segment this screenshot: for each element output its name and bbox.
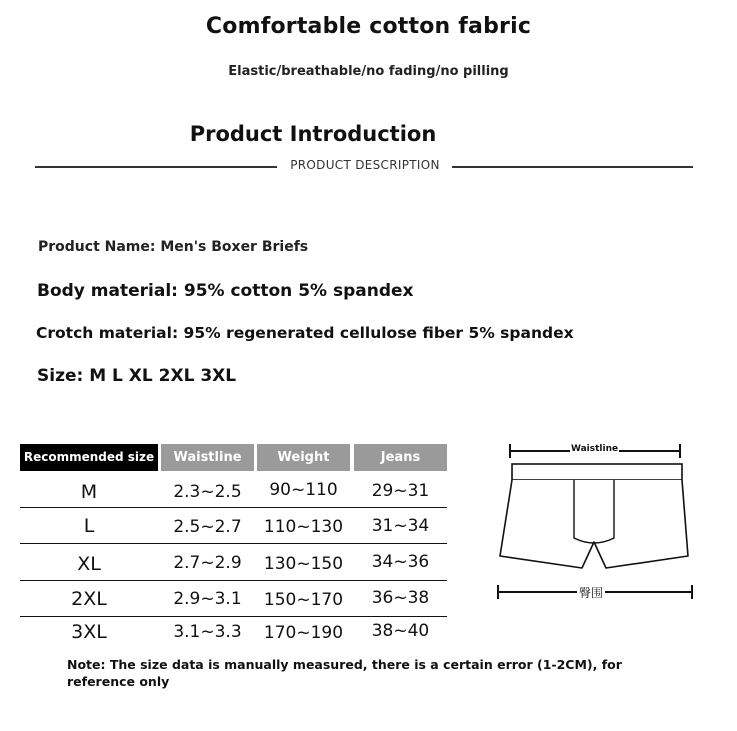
table-cell-jeans: 36~38 [371,588,430,608]
table-cell-waistline: 3.1~3.3 [173,622,242,642]
page-subtitle: Elastic/breathable/no fading/no pilling [228,64,509,79]
header-weight: Weight [257,444,350,471]
size-note: Note: The size data is manually measured, there is a certain error (1-2CM), for reference only [67,657,622,689]
section-subtitle: PRODUCT DESCRIPTION [290,158,440,172]
table-cell-weight: 130~150 [263,554,344,574]
page-title: Comfortable cotton fabric [205,14,532,39]
product-name: Product Name: Men's Boxer Briefs [38,239,309,255]
table-cell-weight: 110~130 [263,517,344,537]
table-cell-waistline: 2.3~2.5 [173,482,242,502]
divider-left [35,166,277,168]
header-waistline: Waistline [161,444,254,471]
size-list: Size: M L XL 2XL 3XL [37,366,237,386]
boxer-briefs-icon [490,438,702,608]
table-cell-size: M [80,481,98,503]
diagram-hip-label: 臀围 [579,586,604,600]
table-cell-weight: 90~110 [269,480,338,500]
table-cell-weight: 170~190 [263,623,344,643]
table-cell-jeans: 31~34 [371,516,430,536]
table-cell-waistline: 2.7~2.9 [173,553,242,573]
divider-right [452,166,693,168]
table-row-divider [20,580,447,581]
table-cell-waistline: 2.5~2.7 [173,517,242,537]
table-cell-jeans: 34~36 [371,552,430,572]
table-cell-jeans: 38~40 [371,621,430,641]
header-jeans: Jeans [354,444,447,471]
table-cell-waistline: 2.9~3.1 [173,589,242,609]
section-title: Product Introduction [189,122,437,146]
body-material: Body material: 95% cotton 5% spandex [37,281,414,301]
table-cell-jeans: 29~31 [371,481,430,501]
table-cell-size: 2XL [71,588,107,610]
table-cell-size: XL [77,553,101,575]
table-row-divider [20,507,447,508]
crotch-material: Crotch material: 95% regenerated cellulose fiber 5% spandex [36,324,574,342]
diagram-waistline-label: Waistline [571,444,619,454]
table-row-divider [20,543,447,544]
table-cell-size: 3XL [71,621,107,643]
table-cell-weight: 150~170 [263,590,344,610]
header-recommended-size: Recommended size [20,444,158,471]
table-cell-size: L [83,515,95,537]
